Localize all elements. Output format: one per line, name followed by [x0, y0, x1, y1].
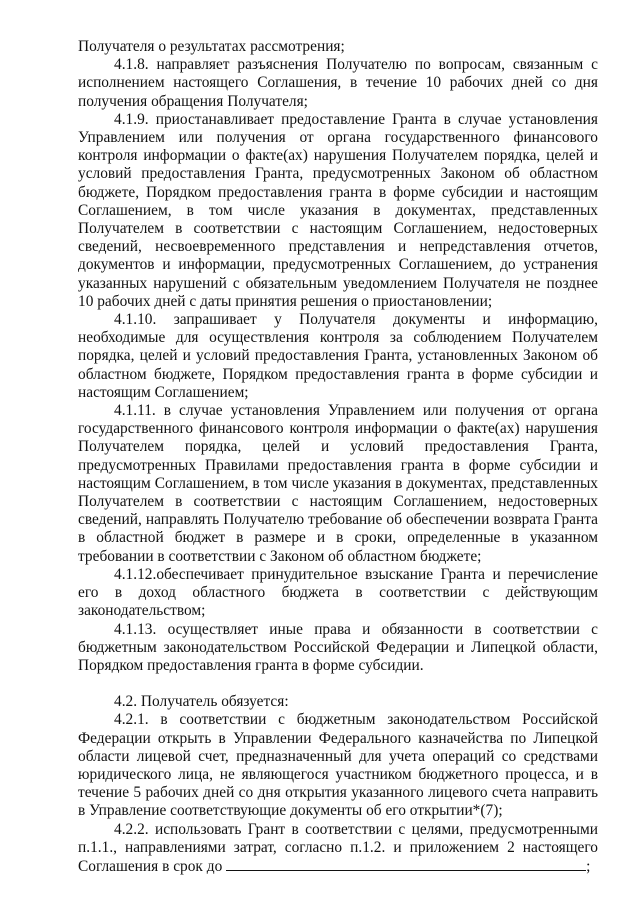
paragraph-4-1-10: 4.1.10. запрашивает у Получателя документы и информацию, необходимые для осуществления контроля за соблюдением Получателем порядка, целей и условий предоставления Гранта, установленных Законом об областном бюджете, Порядком предоставления гранта в форме субсидии и настоящим Соглашением;: [78, 311, 598, 401]
paragraph-4-1-12: 4.1.12.обеспечивает принудительное взыскание Гранта и перечисление его в доход областного бюджета в соответствии с действующим законодательством;: [78, 565, 598, 620]
paragraph-4-1-11: 4.1.11. в случае установления Управлением или получения от органа государственного финансового контроля информации о факте(ах) нарушения Получателем порядка, целей и условий предоставления Гранта, предусмотренных Правилами предоставления гранта в форме субсидии и настоящим Соглашением, в том числе указания в документах, представленных Получателем в соответствии с настоящим Соглашением, недостоверных сведений, направлять Получателю требование об обеспечении возврата Гранта в областной бюджет в размере и в сроки, определенные в указанном требовании в соответствии с Законом об областном бюджете;: [78, 402, 598, 565]
paragraph-4-1-8: 4.1.8. направляет разъяснения Получателю по вопросам, связанным с исполнением настоящего Соглашения, в течение 10 рабочих дней со дня получения обращения Получателя;: [78, 56, 598, 110]
document-page: [78, 38, 598, 876]
paragraph-4-2-2-end: ;: [586, 857, 591, 875]
paragraph-gap: [78, 675, 598, 693]
date-fill-blank[interactable]: [226, 857, 586, 871]
paragraph-4-1-13: 4.1.13. осуществляет иные права и обязанности в соответствии с бюджетным законодательством Российской Федерации и Липецкой области, Порядком предоставления гранта в форме субсидии.: [78, 620, 598, 674]
paragraph-4-2-2: [78, 821, 598, 877]
paragraph-continuation: Получателя о результатах рассмотрения;: [78, 38, 345, 55]
paragraph-4-2-1: 4.2.1. в соответствии с бюджетным законодательством Российской Федерации открыть в Управлении Федерального казначейства по Липецкой области лицевой счет, предназначенный для учета операций со средствами юридического лица, не являющегося участником бюджетного процесса, и в течение 5 рабочих дней со дня открытия указанного лицевого счета направить в Управление соответствующие документы об его открытии*(7);: [78, 711, 598, 820]
paragraph-4-2-2-text: 4.2.2. использовать Грант в соответствии с целями, предусмотренными п.1.1., направлениями затрат, согласно п.1.2. и приложением 2 настоящего Соглашения в срок до: [78, 820, 598, 875]
section-heading-4-2: 4.2. Получатель обязуется:: [114, 693, 289, 711]
paragraph-4-1-9: 4.1.9. приостанавливает предоставление Гранта в случае установления Управлением или получения от органа государственного финансового контроля информации о факте(ах) нарушения Получателем порядка, целей и условий предоставления Гранта, предусмотренных Законом об областном бюджете, Порядком предоставления гранта в форме субсидии и настоящим Соглашением, в том числе указания в документах, представленных Получателем в соответствии с настоящим Соглашением, недостоверных сведений, несвоевременного представления и непредставления отчетов, документов и информации, предусмотренных Соглашением, до устранения указанных нарушений с обязательным уведомлением Получателя не позднее 10 рабочих дней с даты принятия решения о приостановлении;: [78, 110, 598, 310]
